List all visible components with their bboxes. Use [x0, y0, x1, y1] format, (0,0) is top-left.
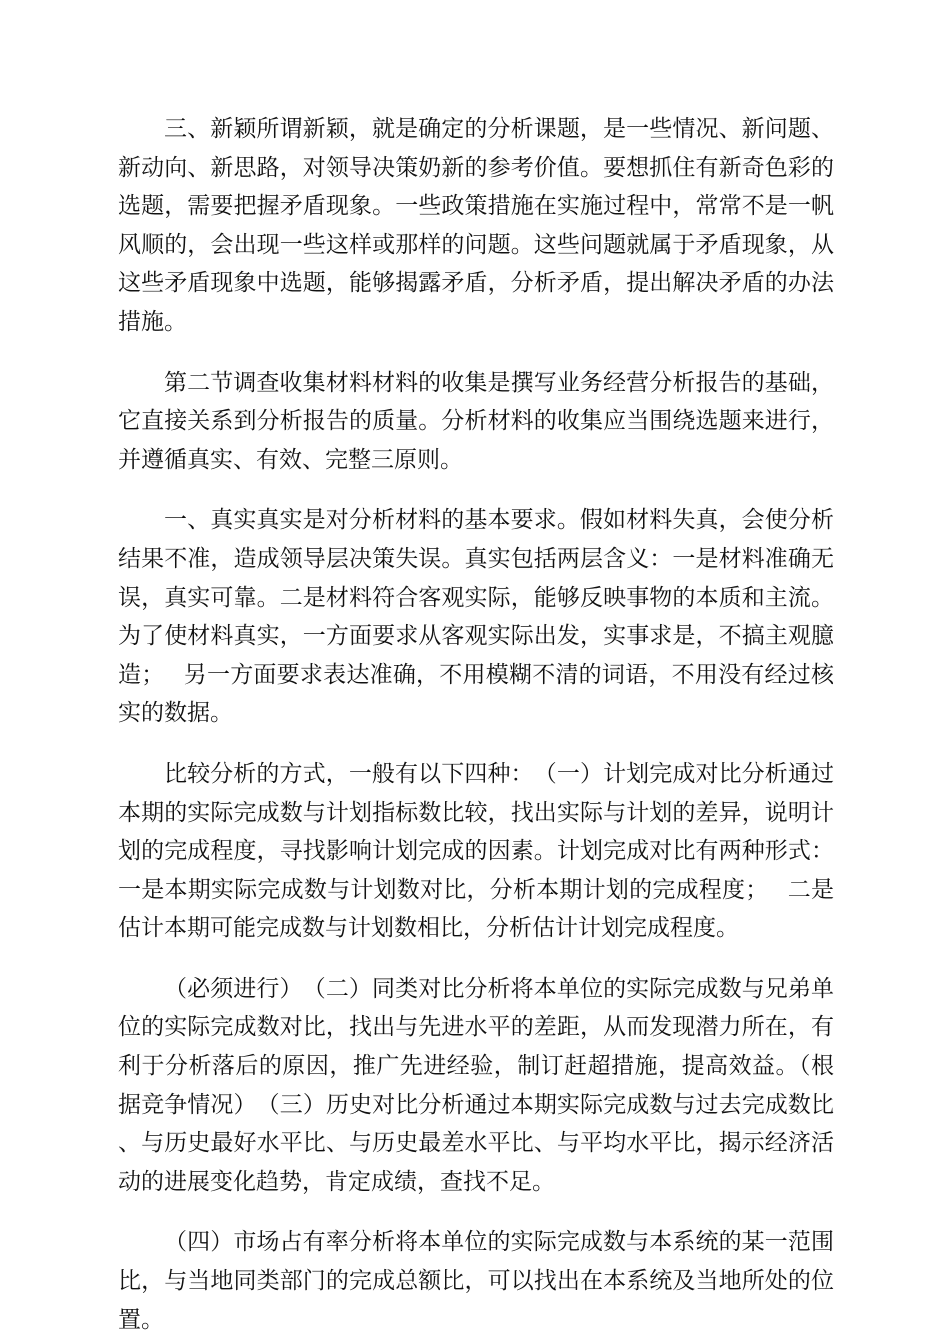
paragraph-section-two-collection: 第二节调查收集材料材料的收集是撰写业务经营分析报告的基础，它直接关系到分析报告的质量。分析材料的收集应当围绕选题来进行，并遵循真实、有效、完整三原则。 — [118, 369, 834, 473]
paragraph-peer-and-history-comparison: （必须进行） （二）同类对比分析将本单位的实际完成数与兄弟单位的实际完成数对比，找出与先进水平的差距，从而发现潜力所在，有利于分析落后的原因，推广先进经验，制订赶超措施，提高效益。（根据竞争情况） （三）历史对比分析通过本期实际完成数与过去完成数比、与历史最好水平比、与历史最差水平比、与平均水平比，揭示经济活动的进展变化趋势，肯定成绩，查找不足。 — [118, 975, 834, 1195]
paragraph-authenticity: 一、真实真实是对分析材料的基本要求。假如材料失真，会使分析结果不准，造成领导层决策失误。真实包括两层含义：一是材料准确无误，真实可靠。二是材料符合客观实际，能够反映事物的本质和主流。为了使材料真实，一方面要求从客观实际出发，实事求是，不搞主观臆造； 另一方面要求表达准确，不用模糊不清的词语，不用没有经过核实的数据。 — [118, 507, 834, 727]
paragraph-market-share: （四）市场占有率分析将本单位的实际完成数与本系统的某一范围比，与当地同类部门的完成总额比，可以找出在本系统及当地所处的位置。 — [118, 1229, 834, 1333]
paragraph-comparison-methods: 比较分析的方式，一般有以下四种： （一）计划完成对比分析通过本期的实际完成数与计划指标数比较，找出实际与计划的差异，说明计划的完成程度，寻找影响计划完成的因素。计划完成对比有两种形式：一是本期实际完成数与计划数对比，分析本期计划的完成程度； 二是估计本期可能完成数与计划数相比，分析估计计划完成程度。 — [118, 760, 834, 942]
paragraph-novelty: 三、新颖所谓新颖，就是确定的分析课题，是一些情况、新问题、新动向、新思路，对领导决策奶新的参考价值。要想抓住有新奇色彩的选题，需要把握矛盾现象。一些政策措施在实施过程中，常常不是一帆风顺的，会出现一些这样或那样的问题。这些问题就属于矛盾现象，从这些矛盾现象中选题，能够揭露矛盾，分析矛盾，提出解决矛盾的办法措施。 — [118, 116, 834, 335]
document-body — [118, 110, 834, 1339]
